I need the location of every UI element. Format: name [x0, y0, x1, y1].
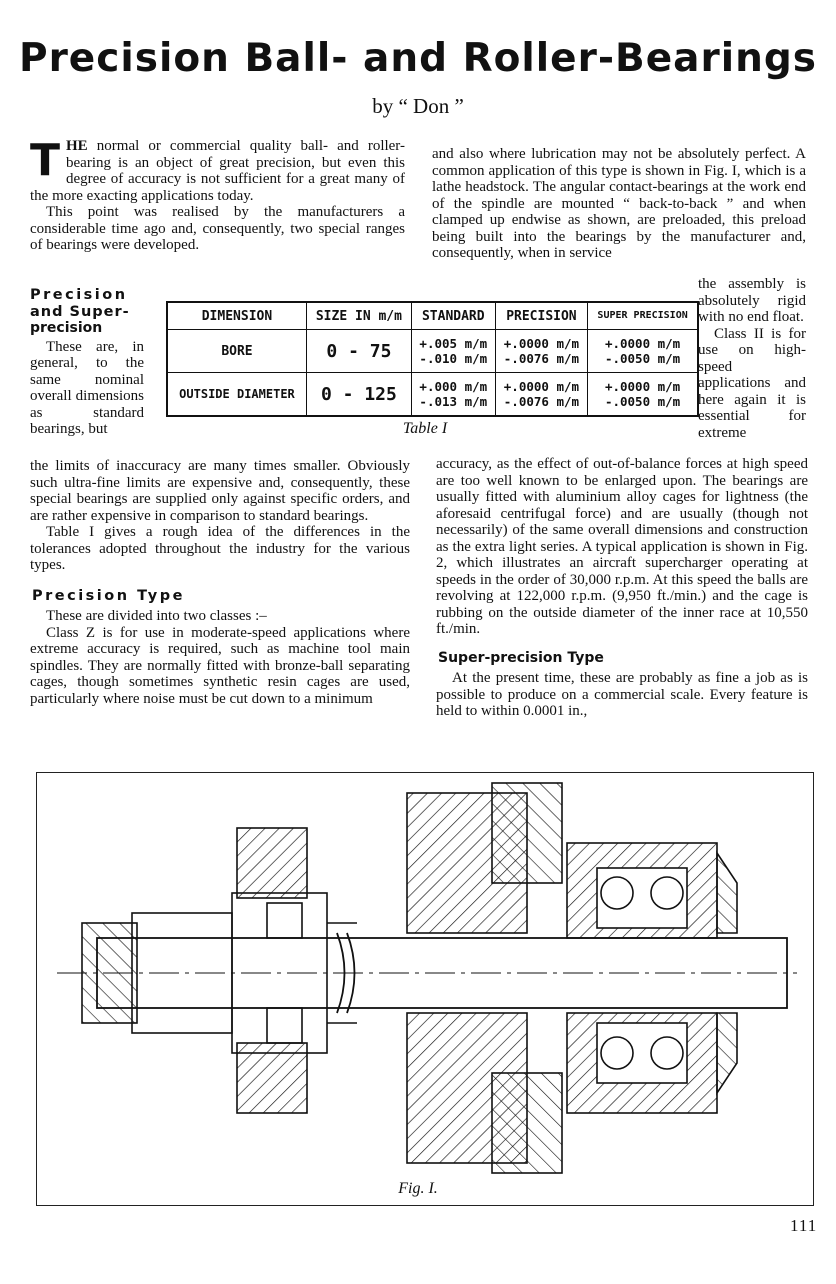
- table-caption: Table I: [402, 420, 448, 437]
- table-row: [168, 373, 698, 416]
- table-row: [168, 330, 698, 373]
- intro-text: normal or commercial quality ball- and roller-bearing is an object of great precision, but even this degree of accuracy is not sufficient for a great many of the more exacting applications today.: [30, 138, 405, 204]
- paragraph: These are divided into two classes :–: [46, 608, 267, 624]
- left-column-bottom: [30, 458, 410, 707]
- table-cell: 0 - 125: [306, 373, 411, 416]
- paragraph: the assembly is absolutely rigid with no end float.: [698, 276, 806, 325]
- article-byline: by “ Don ”: [372, 94, 464, 118]
- paragraph: Table I gives a rough idea of the differences in the tolerances adopted throughout the industry for the various types.: [30, 524, 410, 573]
- drop-cap: T: [30, 135, 61, 186]
- table-header-cell: SUPER PRECISION: [588, 303, 698, 330]
- table-cell: +.0000 m/m -.0076 m/m: [495, 373, 587, 416]
- left-column-narrow: [30, 287, 144, 438]
- figure-caption: Fig. I.: [398, 1180, 438, 1197]
- table-header-cell: STANDARD: [411, 303, 495, 330]
- table-cell: OUTSIDE DIAMETER: [168, 373, 307, 416]
- paragraph: the limits of inaccuracy are many times smaller. Obviously such ultra-fine limits are expensive and, consequently, these special bearings are supplied only against specific orders, and are rather expensive in comparison to standard bearings.: [30, 458, 410, 524]
- table-header-cell: DIMENSION: [168, 303, 307, 330]
- paragraph: and also where lubrication may not be absolutely perfect. A common application of this type is shown in Fig. I, which is a lathe headstock. The angular contact-bearings at the work end of the spindle are mounted “ back-to-back ” and when clamped up endwise as shown, are preloaded, this preload being built into the bearings by the manufacturer and, consequently, when in service: [432, 146, 806, 261]
- paragraph: accuracy, as the effect of out-of-balance forces at high speed are too well known to be enlarged upon. The bearings are usually fitted with aluminium alloy cages for lightness (the aforesaid centrifugal force) and are usually (though not necessarily) of the same overall dimensions and construction as the extra light series. A typical application is shown in Fig. 2, which illustrates an aircraft supercharger operating at speeds in the order of 30,000 r.p.m. At this speed the balls are revolving at 122,000 r.p.m. (9,950 ft./min.) and the cage is rubbing on the outside diameter of the inner race at 10,550 ft./min.: [436, 456, 808, 637]
- left-gear-assembly: [82, 828, 357, 1113]
- left-column-top: [30, 135, 405, 254]
- section-heading-precision-type: Precision Type: [32, 587, 185, 604]
- page-number: 111: [790, 1216, 818, 1235]
- right-column-top: [432, 146, 806, 262]
- paragraph: Class II is for use on high-speed applications and here again it is essential for extreme: [698, 325, 806, 441]
- right-bearing-housing: [567, 843, 737, 1113]
- tolerance-table: [166, 301, 699, 417]
- paragraph: Class Z is for use in moderate-speed applications where extreme accuracy is required, such as machine tool main spindles. They are normally fitted with bronze-ball separating cages, though sometimes synthetic resin cages are used, particularly where noise must be cut down to a minimum: [30, 624, 410, 707]
- right-column-narrow: [698, 276, 806, 441]
- table-header-cell: SIZE IN m/m: [306, 303, 411, 330]
- paragraph: This point was realised by the manufacturers a considerable time ago and, consequently, two special ranges of bearings were developed.: [30, 204, 405, 253]
- paragraph: These are, in general, to the same nominal overall dimensions as standard bearings, but: [30, 338, 144, 437]
- table-cell: +.000 m/m -.013 m/m: [411, 373, 495, 416]
- article-title: Precision Ball- and Roller-Bearings: [18, 36, 817, 81]
- table-cell: +.005 m/m -.010 m/m: [411, 330, 495, 373]
- table-cell: +.0000 m/m -.0050 m/m: [588, 330, 698, 373]
- figure-lathe-headstock: [36, 772, 814, 1206]
- table-header-cell: PRECISION: [495, 303, 587, 330]
- headstock-drawing: [37, 773, 813, 1205]
- table-cell: +.0000 m/m -.0076 m/m: [495, 330, 587, 373]
- section-heading-precision-super: Precision and Super- precision: [30, 287, 130, 336]
- intro-paragraph: [30, 135, 405, 204]
- main-gear: [407, 783, 562, 1173]
- table-cell: 0 - 75: [306, 330, 411, 373]
- right-column-bottom: [436, 456, 808, 720]
- section-heading-super-precision: Super-precision Type: [438, 649, 604, 666]
- table-cell: BORE: [168, 330, 307, 373]
- table-cell: +.0000 m/m -.0050 m/m: [588, 373, 698, 416]
- intro-smallcaps: HE: [66, 138, 88, 154]
- paragraph: At the present time, these are probably as fine a job as is possible to produce on a commercial scale. Every feature is held to within 0.0001 in.,: [436, 670, 808, 719]
